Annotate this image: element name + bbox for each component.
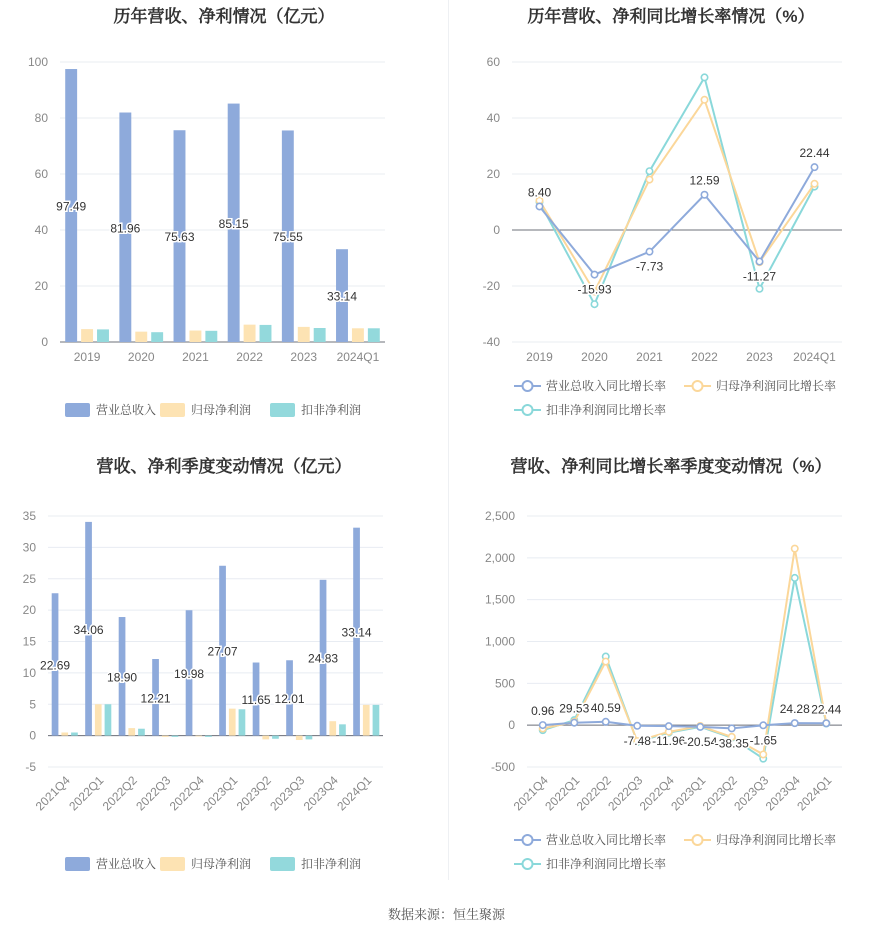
bar (260, 325, 272, 342)
data-label: 12.59 (689, 173, 720, 188)
y-tick-label: 20 (22, 603, 36, 618)
x-tick-label: 2023Q4 (300, 773, 341, 814)
quarterly-growth-rate-line-chart (449, 450, 893, 880)
legend-marker (523, 405, 533, 415)
y-tick-label: 500 (494, 676, 515, 691)
x-tick-label: 2021Q4 (510, 773, 551, 814)
data-label: 12.01 (274, 691, 305, 706)
line-point (634, 723, 640, 729)
x-tick-label: 2023Q4 (762, 773, 803, 814)
legend-label: 营业总收入 (96, 857, 157, 871)
bar (205, 331, 217, 342)
x-tick-label: 2022 (691, 350, 718, 364)
bar (71, 732, 78, 735)
x-tick-label: 2021 (636, 350, 663, 364)
data-label: 75.55 (272, 230, 303, 245)
legend-label: 营业总收入同比增长率 (546, 833, 667, 847)
line-point (729, 725, 735, 731)
chart-title: 历年营收、净利同比增长率情况（%） (527, 7, 815, 26)
line-point (697, 724, 703, 730)
legend-swatch (65, 403, 90, 417)
bar (306, 736, 313, 740)
line-point (823, 720, 829, 726)
data-label: -7.48 (623, 733, 651, 748)
data-label: 33.14 (341, 625, 372, 640)
legend-marker (693, 381, 703, 391)
x-tick-label: 2023Q2 (233, 773, 274, 814)
legend-marker (693, 835, 703, 845)
quarterly-revenue-profit-bar-chart (0, 450, 448, 880)
data-label: -11.27 (742, 269, 777, 284)
bar (262, 736, 269, 740)
data-source-note: 数据来源：恒生聚源 (387, 907, 505, 922)
annual-growth-rate-line-chart (449, 0, 893, 430)
x-tick-label: 2024Q1 (793, 350, 836, 364)
data-label: 34.06 (73, 622, 104, 637)
x-tick-label: 2023Q2 (699, 773, 740, 814)
data-label: 29.53 (559, 701, 590, 716)
chart-title: 历年营收、净利情况（亿元） (113, 7, 335, 26)
data-label: -20.54 (683, 734, 718, 749)
bar (329, 721, 336, 735)
line-point (603, 658, 609, 664)
y-tick-label: 0 (508, 718, 515, 733)
line-point (701, 97, 707, 103)
legend-swatch (160, 403, 185, 417)
bar (172, 736, 179, 737)
y-tick-label: 0 (41, 335, 48, 349)
bar (189, 331, 201, 342)
y-tick-label: 0 (493, 223, 500, 237)
bar (81, 329, 93, 342)
x-tick-label: 2024Q1 (794, 773, 835, 814)
data-label: 0.96 (531, 704, 555, 719)
y-tick-label: 25 (22, 571, 36, 586)
legend-label: 归母净利润同比增长率 (716, 379, 837, 393)
y-tick-label: -5 (25, 760, 36, 774)
x-tick-label: 2021 (182, 350, 209, 364)
line-point (701, 192, 707, 198)
y-tick-label: -500 (490, 760, 515, 774)
bar (239, 709, 246, 735)
bar (97, 329, 109, 342)
legend-marker (523, 835, 533, 845)
chart-legend (65, 402, 361, 417)
legend-swatch (160, 857, 185, 871)
data-label: 22.44 (811, 702, 842, 717)
y-tick-label: 15 (22, 634, 36, 649)
x-tick-label: 2023Q3 (731, 773, 772, 814)
y-tick-label: 30 (22, 540, 36, 555)
bar (339, 724, 346, 735)
x-tick-label: 2022Q1 (66, 773, 107, 814)
data-label: 33.14 (326, 289, 358, 304)
line-point (756, 286, 762, 292)
x-tick-label: 2023Q1 (668, 773, 709, 814)
bar (205, 736, 212, 737)
line-point (792, 720, 798, 726)
data-label: 8.40 (527, 185, 552, 200)
bar (95, 704, 102, 735)
y-tick-label: 20 (486, 167, 500, 181)
x-tick-label: 2022Q3 (605, 773, 646, 814)
bar (105, 704, 112, 735)
chart-legend (514, 832, 836, 871)
data-label: 75.63 (164, 230, 195, 245)
legend-swatch (270, 857, 295, 871)
line-point (646, 248, 652, 254)
y-tick-label: 35 (22, 509, 36, 523)
bar (151, 332, 163, 342)
y-tick-label: 60 (486, 55, 500, 69)
x-tick-label: 2022Q4 (166, 773, 207, 814)
series-line (540, 167, 815, 274)
bar (352, 328, 364, 342)
y-tick-label: -40 (482, 335, 500, 349)
x-tick-label: 2022Q3 (133, 773, 174, 814)
y-tick-label: 40 (486, 111, 500, 125)
line-point (701, 74, 707, 80)
x-tick-label: 2023 (290, 350, 318, 364)
y-tick-label: 1,500 (484, 592, 515, 607)
line-point (591, 301, 597, 307)
data-label: -15.93 (577, 282, 612, 297)
x-tick-label: 2022Q4 (636, 773, 677, 814)
legend-label: 归母净利润 (191, 403, 252, 417)
data-label: 81.96 (110, 221, 141, 236)
data-label: 24.28 (779, 702, 810, 717)
line-point (792, 575, 798, 581)
bar (138, 729, 145, 736)
y-tick-label: 100 (27, 55, 48, 69)
bar (229, 709, 236, 736)
bar (61, 732, 68, 735)
line-point (760, 722, 766, 728)
chart-legend (514, 378, 836, 417)
x-tick-label: 2021Q4 (32, 773, 73, 814)
y-tick-label: 10 (22, 665, 36, 680)
bar (195, 736, 202, 737)
line-point (646, 176, 652, 182)
y-tick-label: 60 (34, 167, 48, 181)
x-tick-label: 2022Q1 (542, 773, 583, 814)
data-label: -11.96 (652, 734, 686, 749)
y-tick-label: 2,000 (484, 550, 515, 565)
bar (314, 328, 326, 342)
legend-label: 归母净利润同比增长率 (716, 833, 837, 847)
x-tick-label: 2024Q1 (336, 350, 380, 364)
line-point (756, 258, 762, 264)
data-label: 85.15 (218, 216, 249, 231)
line-point (811, 164, 817, 170)
line-point (792, 545, 798, 551)
x-tick-label: 2019 (526, 350, 553, 364)
bar (373, 705, 380, 736)
y-tick-label: 5 (29, 697, 36, 712)
bar (135, 332, 147, 342)
bar (162, 736, 169, 737)
y-tick-label: 0 (29, 728, 36, 743)
y-tick-label: -20 (482, 279, 500, 293)
data-label: -38.35 (714, 736, 749, 751)
data-label: 22.69 (40, 658, 71, 673)
line-point (591, 271, 597, 277)
chart-title: 营收、净利同比增长率季度变动情况（%） (510, 457, 832, 476)
x-tick-label: 2023 (746, 350, 773, 364)
y-tick-label: 1,000 (484, 634, 515, 649)
legend-label: 扣非净利润 (301, 857, 362, 871)
line-point (540, 722, 546, 728)
line-point (811, 181, 817, 187)
legend-label: 扣非净利润 (301, 403, 362, 417)
y-tick-label: 20 (34, 279, 48, 293)
bar (244, 325, 256, 342)
x-tick-label: 2019 (73, 350, 101, 364)
legend-swatch (65, 857, 90, 871)
line-point (760, 751, 766, 757)
data-label: -1.65 (749, 733, 777, 748)
y-tick-label: 40 (34, 223, 48, 237)
legend-label: 归母净利润 (191, 857, 252, 871)
data-label: 22.44 (799, 146, 830, 161)
bar (128, 728, 135, 736)
x-tick-label: 2024Q1 (334, 773, 375, 814)
bar (296, 736, 303, 740)
x-tick-label: 2022Q2 (573, 773, 614, 814)
data-label: 40.59 (590, 700, 621, 715)
chart-svg (0, 450, 448, 880)
line-point (603, 719, 609, 725)
x-tick-label: 2020 (581, 350, 608, 364)
line-point (571, 719, 577, 725)
legend-marker (523, 859, 533, 869)
y-tick-label: 2,500 (484, 509, 515, 523)
x-tick-label: 2020 (127, 350, 155, 364)
x-tick-label: 2022Q2 (99, 773, 140, 814)
data-label: 12.21 (140, 691, 171, 706)
data-label: 11.65 (241, 693, 271, 708)
bar (368, 328, 380, 342)
chart-svg (449, 0, 893, 430)
y-tick-label: 80 (34, 111, 48, 125)
legend-label: 营业总收入 (96, 403, 157, 417)
x-tick-label: 2023Q1 (200, 773, 241, 814)
chart-legend (65, 856, 361, 871)
data-label: 24.83 (308, 651, 339, 666)
data-label: 18.90 (107, 670, 138, 685)
x-tick-label: 2023Q3 (267, 773, 308, 814)
chart-svg (449, 450, 893, 880)
line-point (646, 168, 652, 174)
bar (363, 705, 370, 736)
legend-label: 营业总收入同比增长率 (546, 379, 667, 393)
bar (298, 327, 310, 342)
bar (272, 736, 279, 739)
series-line (543, 578, 827, 759)
data-label: 27.07 (207, 644, 238, 659)
data-label: 97.49 (56, 199, 87, 214)
x-tick-label: 2022 (236, 350, 263, 364)
legend-label: 扣非净利润同比增长率 (546, 857, 667, 871)
line-point (536, 203, 542, 209)
data-label: 19.98 (174, 666, 205, 681)
legend-marker (523, 381, 533, 391)
line-point (666, 723, 672, 729)
data-label: -7.73 (635, 259, 664, 274)
legend-label: 扣非净利润同比增长率 (546, 403, 667, 417)
chart-svg (0, 0, 448, 430)
annual-revenue-profit-bar-chart (0, 0, 448, 430)
chart-title: 营收、净利季度变动情况（亿元） (96, 457, 352, 476)
legend-swatch (270, 403, 295, 417)
